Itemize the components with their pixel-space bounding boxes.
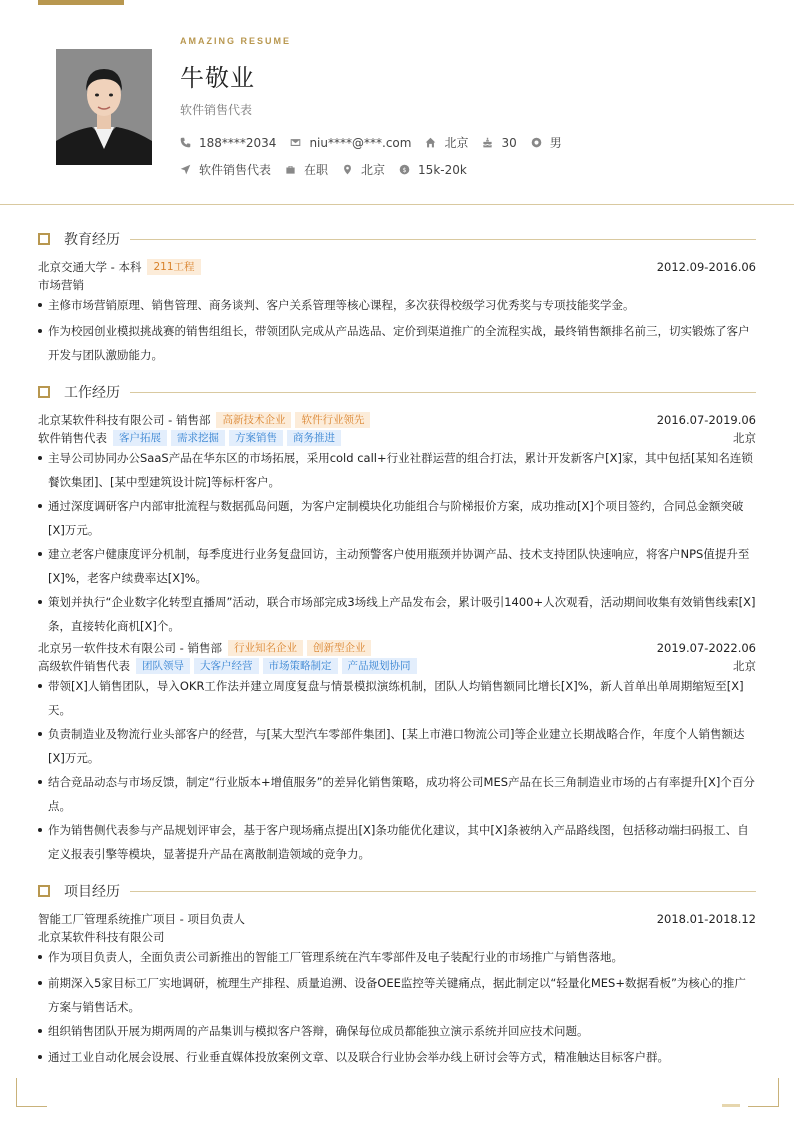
location-pin-icon (342, 164, 353, 175)
project-bullet: 作为项目负责人，全面负责公司新推出的智能工厂管理系统在汽车零部件及电子装配行业的市场推广与销售落地。 (38, 945, 756, 969)
role-tag: 需求挖掘 (171, 430, 225, 446)
job-bullet: 策划并执行“企业数字化转型直播周”活动，联合市场部完成3场线上产品发布会，累计吸引1400+人次观看，活动期间收集有效销售线索[X]条，直接转化商机[X]个。 (38, 590, 756, 638)
section-work (38, 383, 756, 401)
job-role: 高级软件销售代表 (38, 658, 130, 673)
contact-info-row (180, 134, 576, 151)
salary-info (399, 163, 467, 177)
section-title-projects: 项目经历 (64, 884, 120, 900)
city-text: 北京 (444, 136, 469, 150)
job-date: 2019.07-2022.06 (656, 640, 756, 655)
phone-info (180, 136, 276, 150)
section-marker-icon (38, 885, 50, 897)
company-tag: 软件行业领先 (295, 412, 370, 428)
briefcase-icon (285, 164, 296, 175)
job-role-row (38, 657, 756, 674)
cake-icon (482, 137, 493, 148)
section-title-work: 工作经历 (64, 385, 120, 401)
project-header (38, 910, 756, 927)
status-info (285, 161, 328, 178)
section-rule (130, 891, 756, 892)
phone-icon (180, 137, 191, 148)
role-tag: 市场策略制定 (263, 658, 338, 674)
company-name: 北京另一软件技术有限公司 - 销售部 (38, 640, 222, 655)
svg-text:$: $ (402, 166, 407, 174)
project-company-row (38, 928, 756, 945)
job-location: 北京 (733, 430, 756, 445)
section-rule (130, 239, 756, 240)
section-marker-icon (38, 233, 50, 245)
profile-photo (56, 49, 152, 165)
page-corner-decoration (748, 1078, 779, 1107)
company-tag: 行业知名企业 (228, 640, 303, 656)
mail-icon (290, 137, 301, 148)
project-name: 智能工厂管理系统推广项目 - 项目负责人 (38, 911, 245, 926)
city-info (425, 134, 468, 151)
job-location: 北京 (733, 658, 756, 673)
role-tag: 产品规划协同 (342, 658, 417, 674)
send-icon (180, 164, 191, 175)
age-info (482, 136, 516, 150)
education-date: 2012.09-2016.06 (656, 259, 756, 274)
email-text: niu****@***.com (309, 135, 412, 150)
job-intent-row (180, 161, 481, 178)
top-accent-bar (38, 0, 124, 5)
page-corner-decoration (16, 1078, 47, 1107)
job-bullet: 主导公司协同办公SaaS产品在华东区的市场拓展，采用cold call+行业社群运营的组合打法，累计开发新客户[X]家，其中包括[某知名连锁餐饮集团]、[某中型建筑设计院]等标杆客户。 (38, 446, 756, 494)
job-bullet: 结合竞品动态与市场反馈，制定“行业版本+增值服务”的差异化销售策略，成功将公司MES产品在长三角制造业市场的占有率提升[X]个百分点。 (38, 770, 756, 818)
role-tag: 团队领导 (136, 658, 190, 674)
job-bullet: 带领[X]人销售团队，导入OKR工作法并建立周度复盘与情景模拟演练机制，团队人均销售额同比增长[X]%，新人首单出单周期缩短至[X]天。 (38, 674, 756, 722)
page-indicator (722, 1104, 740, 1107)
status-text: 在职 (304, 163, 329, 177)
email-info (290, 136, 411, 150)
education-major-row (38, 276, 756, 293)
section-education (38, 230, 756, 248)
project-bullet: 前期深入5家目标工厂实地调研，梳理生产排程、质量追溯、设备OEE监控等关键痛点，据此制定以“轻量化MES+数据看板”为核心的推广方案与销售话术。 (38, 971, 756, 1019)
target-city-text: 北京 (361, 163, 386, 177)
resume-tagline: AMAZING RESUME (180, 36, 291, 46)
role-tag: 客户拓展 (113, 430, 167, 446)
job-bullet: 通过深度调研客户内部审批流程与数据孤岛问题，为客户定制模块化功能组合与阶梯报价方案，成功推动[X]个项目签约，合同总金额突破[X]万元。 (38, 494, 756, 542)
job-header (38, 411, 756, 428)
role-tag: 方案销售 (229, 430, 283, 446)
job-bullet: 负责制造业及物流行业头部客户的经营，与[某大型汽车零部件集团]、[某上市港口物流公司]等企业建立长期战略合作，年度个人销售额达[X]万元。 (38, 722, 756, 770)
section-projects (38, 882, 756, 900)
school-name: 北京交通大学 - 本科 (38, 259, 142, 274)
job-bullet: 建立老客户健康度评分机制，每季度进行业务复盘回访，主动预警客户使用瓶颈并协调产品、技术支持团队快速响应，将客户NPS值提升至[X]%，老客户续费率达[X]%。 (38, 542, 756, 590)
job-role-row (38, 429, 756, 446)
candidate-name: 牛敬业 (180, 64, 255, 92)
section-title-education: 教育经历 (64, 232, 120, 248)
education-header (38, 258, 756, 275)
job-bullet: 作为销售侧代表参与产品规划评审会，基于客户现场痛点提出[X]条功能优化建议，其中[X]条被纳入产品路线图，包括移动端扫码报工、自定义报表引擎等模块，显著提升产品在离散制造领域的竞争力。 (38, 818, 756, 866)
role-tag: 商务推进 (287, 430, 341, 446)
company-name: 北京某软件科技有限公司 - 销售部 (38, 412, 211, 427)
section-rule (130, 392, 756, 393)
phone-text: 188****2034 (199, 135, 277, 150)
job-date: 2016.07-2019.06 (656, 412, 756, 427)
gender-icon (531, 137, 542, 148)
candidate-title: 软件销售代表 (180, 103, 253, 117)
money-icon (399, 164, 410, 175)
home-icon (425, 137, 436, 148)
target-position-info (180, 161, 271, 178)
gender-info (531, 134, 562, 151)
project-bullet: 组织销售团队开展为期两周的产品集训与模拟客户答辩，确保每位成员都能独立演示系统并回应技术问题。 (38, 1019, 756, 1043)
gender-text: 男 (549, 136, 562, 150)
project-date: 2018.01-2018.12 (656, 911, 756, 926)
job-role: 软件销售代表 (38, 430, 107, 445)
header-divider (0, 204, 794, 205)
company-tag: 创新型企业 (307, 640, 372, 656)
target-position-text: 软件销售代表 (199, 163, 272, 177)
major: 市场营销 (38, 277, 84, 292)
role-tag: 大客户经营 (194, 658, 259, 674)
school-tag: 211工程 (147, 259, 200, 275)
company-tag: 高新技术企业 (216, 412, 291, 428)
education-bullet: 主修市场营销原理、销售管理、商务谈判、客户关系管理等核心课程，多次获得校级学习优秀奖与专项技能奖学金。 (38, 293, 756, 317)
target-city-info (342, 161, 385, 178)
project-company: 北京某软件科技有限公司 (38, 929, 165, 944)
age-text: 30 (501, 135, 517, 150)
education-bullet: 作为校园创业模拟挑战赛的销售组组长，带领团队完成从产品选品、定价到渠道推广的全流程实战，最终销售额排名前三，切实锻炼了客户开发与团队激励能力。 (38, 319, 756, 367)
section-marker-icon (38, 386, 50, 398)
job-header (38, 639, 756, 656)
salary-text: 15k-20k (418, 162, 467, 177)
project-bullet: 通过工业自动化展会设展、行业垂直媒体投放案例文章、以及联合行业协会举办线上研讨会等方式，精准触达目标客户群。 (38, 1045, 756, 1069)
